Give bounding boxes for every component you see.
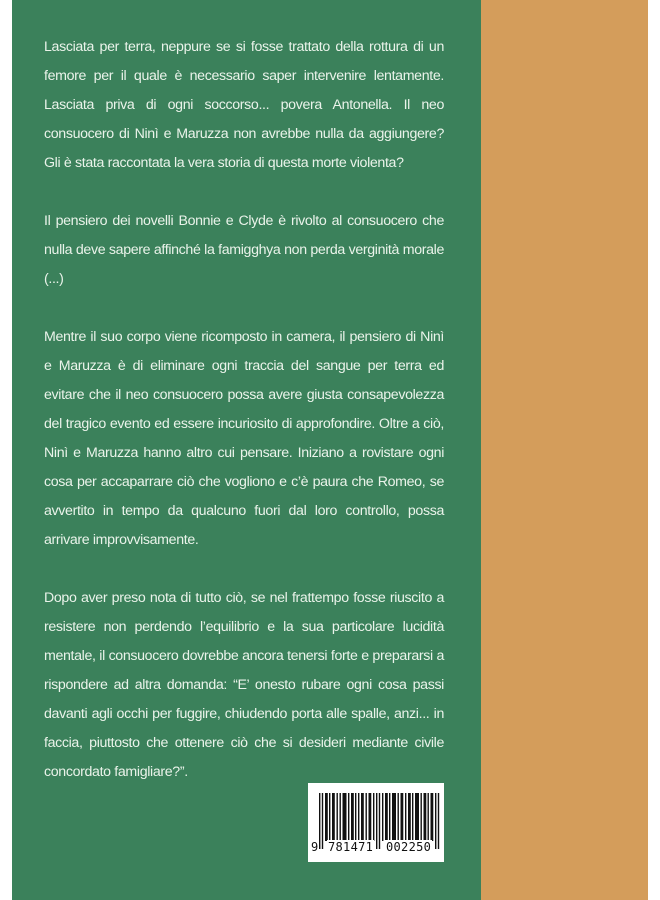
blurb-paragraph-3: Mentre il suo corpo viene ricomposto in camera, il pensiero di Ninì e Maruzza è di eliminare ogni traccia del sangue per terra ed evitare che il neo consuocero possa avere giusta consapevolezza del tragico evento ed essere incuriosito di approfondire. Oltre a ciò, Ninì e Maruzza hanno altro cui pensare. Iniziano a rovistare ogni cosa per accaparrare ciò che vogliono e c’è paura che Romeo, se avvertito in tempo da qualcuno fuori dal loro controllo, possa arrivare improvvisamente.: [44, 329, 444, 548]
barcode-digits: [308, 783, 444, 862]
orange-side-strip: [481, 0, 648, 900]
back-cover-panel: [12, 0, 481, 900]
barcode-lead-digit: 9: [311, 840, 319, 854]
blurb-paragraph-4: Dopo aver preso nota di tutto ciò, se nel frattempo fosse riuscito a resistere non perdendo l’equilibrio e la sua particolare lucidità mentale, il consuocero dovrebbe ancora tenersi forte e prepararsi a rispondere ad altra domanda: “E’ onesto rubare ogni cosa passi davanti agli occhi per fuggire, chiudendo porta alle spalle, anzi... in faccia, piuttosto che ottenere ciò che si desideri mediante civile concordato famigliare?”.: [44, 590, 444, 780]
barcode-left-group: 781471: [328, 840, 374, 854]
blurb-paragraph-2: Il pensiero dei novelli Bonnie e Clyde è rivolto al consuocero che nulla deve sapere affinché la famigghya non perda verginità morale (...): [44, 213, 444, 287]
book-back-cover: [12, 0, 648, 900]
isbn-barcode: [308, 783, 444, 862]
blurb-paragraph-1: Lasciata per terra, neppure se si fosse trattato della rottura di un femore per il quale è necessario saper intervenire lentamente. Lasciata priva di ogni soccorso... povera Antonella. Il neo consuocero di Ninì e Maruzza non avrebbe nulla da aggiungere? Gli è stata raccontata la vera storia di questa morte violenta?: [44, 39, 444, 171]
blurb-text: [44, 33, 444, 816]
barcode-right-group: 002250: [386, 840, 432, 854]
